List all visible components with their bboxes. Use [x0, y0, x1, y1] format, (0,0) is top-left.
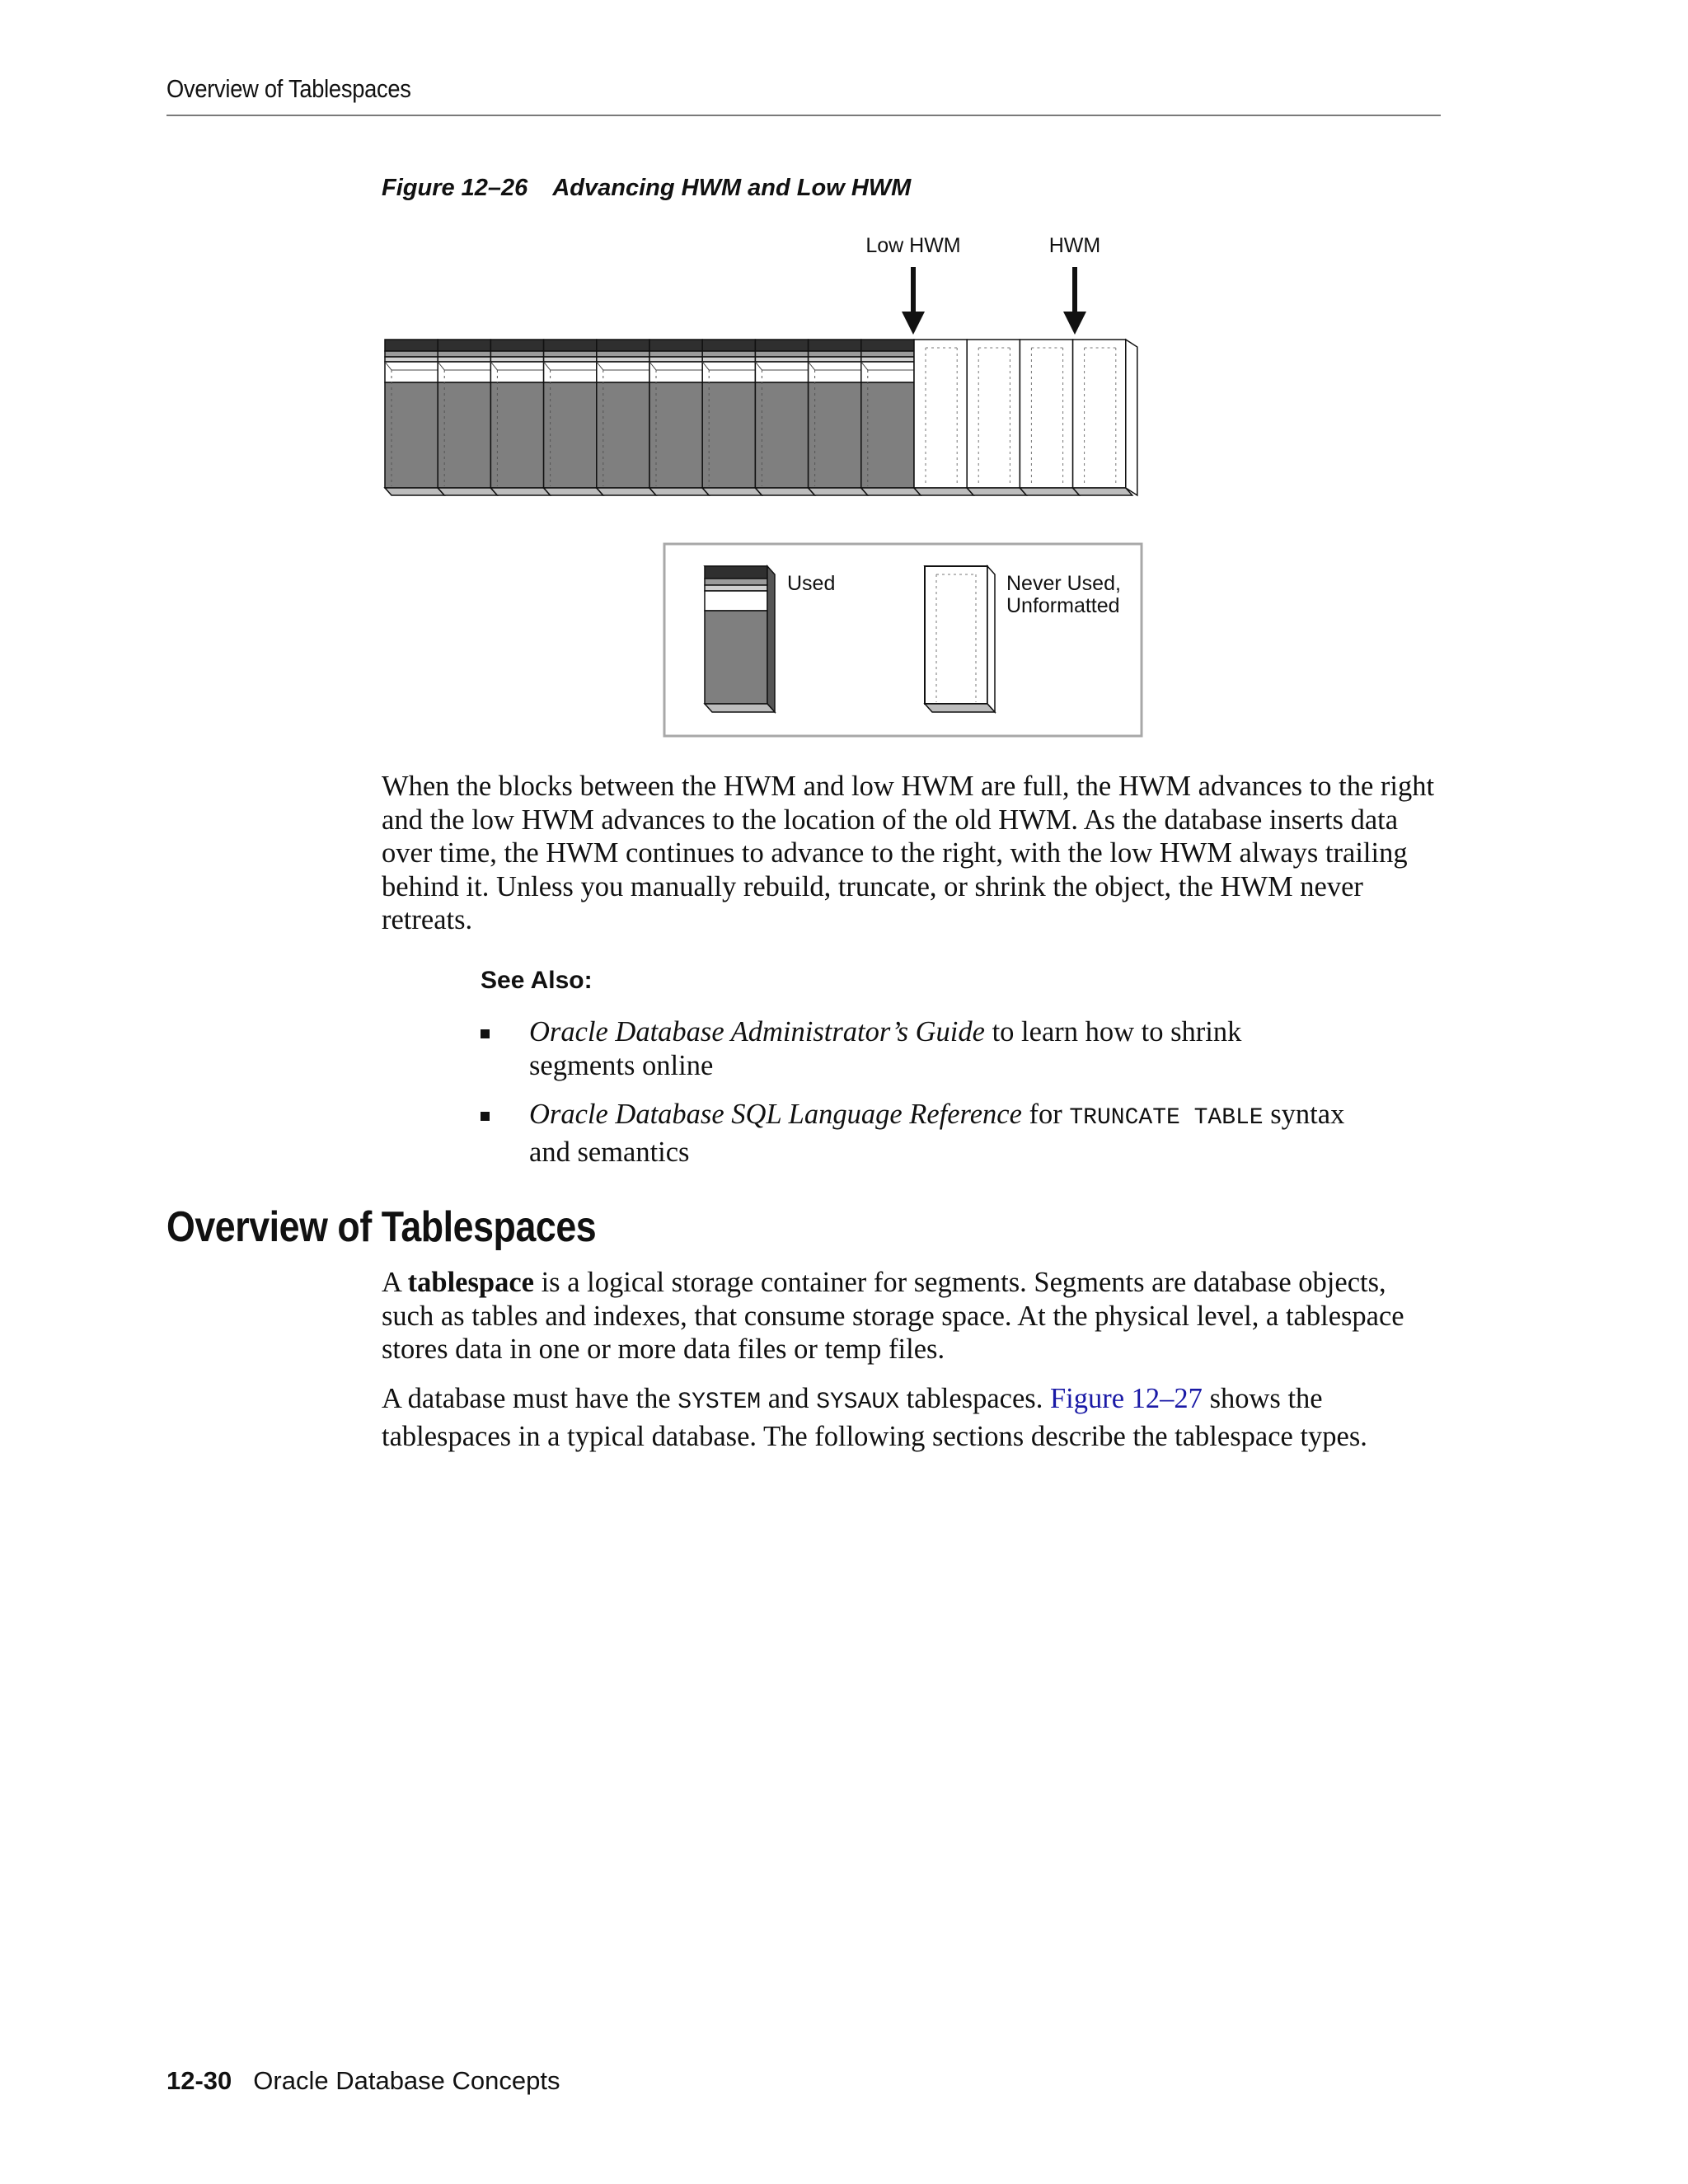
segment-end-face — [1126, 340, 1137, 495]
used-block — [490, 340, 550, 495]
see-also-heading: See Also: — [481, 967, 593, 994]
p2-c: tablespaces. — [899, 1383, 1050, 1414]
used-block — [755, 340, 814, 495]
segment-blocks — [385, 340, 1137, 495]
low-hwm-label: Low HWM — [865, 234, 961, 257]
running-header: Overview of Tablespaces — [166, 74, 411, 103]
paragraph-system-sysaux — [382, 1382, 1445, 1453]
header-rule — [166, 115, 1441, 116]
low-hwm-arrow — [902, 267, 925, 335]
used-block — [861, 340, 921, 495]
used-block — [385, 340, 444, 495]
figure-title: Advancing HWM and Low HWM — [552, 175, 912, 201]
figure-number: Figure 12–26 — [382, 175, 528, 201]
used-block — [702, 340, 762, 495]
used-block — [597, 340, 656, 495]
p1-start: A — [382, 1267, 408, 1298]
never-used-block — [967, 340, 1026, 495]
used-block — [438, 340, 497, 495]
hwm-label: HWM — [1048, 234, 1101, 257]
figure-12-27-link[interactable]: Figure 12–27 — [1049, 1383, 1203, 1414]
term-tablespace: tablespace — [407, 1267, 534, 1298]
see-also-item-mid: for — [1021, 1099, 1070, 1130]
p2-b: and — [761, 1383, 817, 1414]
hwm-diagram — [363, 214, 1187, 750]
code-system: SYSTEM — [678, 1390, 762, 1415]
book-title-footer: Oracle Database Concepts — [253, 2066, 560, 2095]
see-also-item-rest: to learn how to shrink segments online — [529, 1016, 1242, 1081]
used-block — [649, 340, 709, 495]
paragraph-tablespace — [382, 1266, 1445, 1366]
book-title[interactable]: Oracle Database Administrator’s Guide — [529, 1016, 985, 1047]
used-block — [809, 340, 868, 495]
see-also-item-text — [529, 1098, 1353, 1169]
hwm-arrow — [1063, 267, 1086, 335]
bullet-square-icon — [481, 1029, 490, 1038]
see-also-item-rest: syntax and semantics — [529, 1099, 1345, 1168]
code-sysaux: SYSAUX — [816, 1390, 900, 1415]
never-used-block — [1020, 340, 1079, 495]
legend-never-used-block-icon — [925, 566, 995, 712]
paragraph-hwm: When the blocks between the HWM and low HWM are full, the HWM advances to the right and the low HWM advances to the location of the old HWM. As the database inserts data over time, the HWM continues to advance to the right, with the low HWM always trailing behind it. Unless you manually rebuild, truncate, or shrink the object, the HWM never retreats. — [382, 771, 1435, 935]
book-title[interactable]: Oracle Database SQL Language Reference — [529, 1099, 1022, 1130]
bullet-square-icon — [481, 1112, 490, 1121]
used-block — [544, 340, 603, 495]
see-also-item-text — [529, 1015, 1353, 1082]
p1-rest: is a logical storage container for segments. Segments are database objects, such as tables and indexes, that consume storage space. At the physical level, a tablespace stores data in one or more data files or temp files. — [382, 1267, 1404, 1365]
p2-d: shows the tablespaces in a typical database. The following sections describe the tablespace types. — [382, 1383, 1367, 1452]
figure-caption — [382, 175, 911, 202]
legend-never-used-label-line2: Unformatted — [1006, 594, 1120, 617]
page-number: 12-30 — [166, 2066, 232, 2095]
code-truncate-table: TRUNCATE TABLE — [1069, 1105, 1264, 1131]
legend-never-used-label-line1: Never Used, — [1006, 572, 1121, 595]
legend-used-label: Used — [787, 572, 836, 595]
legend-used-block-icon — [705, 566, 775, 712]
never-used-block — [914, 340, 973, 495]
page-footer — [166, 2066, 560, 2096]
legend-box — [664, 544, 1142, 736]
p2-a: A database must have the — [382, 1383, 678, 1414]
section-title: Overview of Tablespaces — [166, 1203, 597, 1251]
never-used-block — [1073, 340, 1132, 495]
